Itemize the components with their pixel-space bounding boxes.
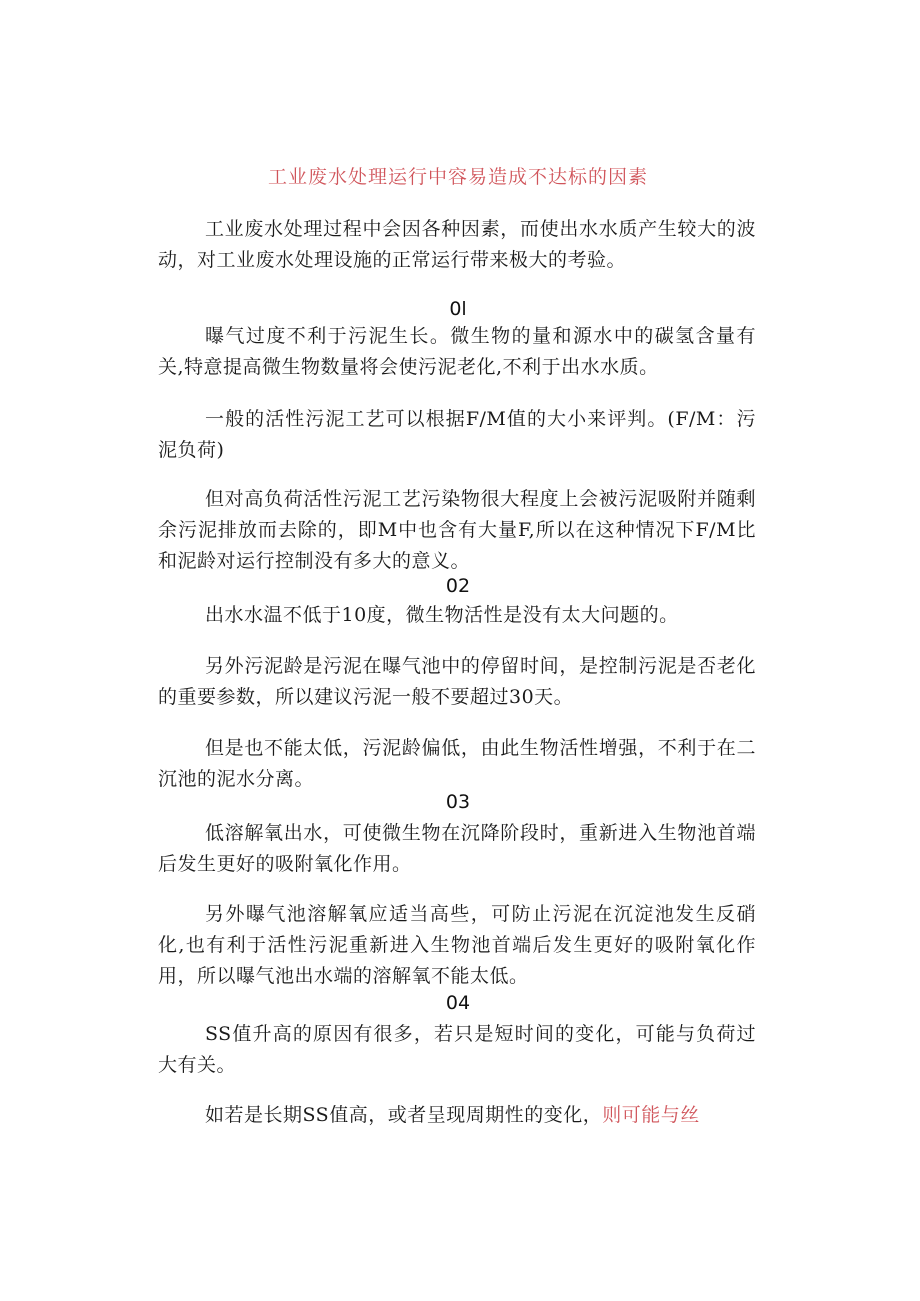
- paragraph: 曝气过度不利于污泥生长。微生物的量和源水中的碳氢含量有关,特意提高微生物数量将会使污泥老化,不利于出水水质。: [158, 325, 756, 378]
- section-number: 03: [445, 791, 471, 813]
- section-number: 0l: [449, 298, 467, 320]
- paragraph: 出水水温不低于10度，微生物活性是没有太大问题的。: [205, 604, 679, 626]
- paragraph: 但对高负荷活性污泥工艺污染物很大程度上会被污泥吸附并随剩余污泥排放而去除的，即M中也含有大量F,所以在这种情况下F/M比和泥龄对运行控制没有多大的意义。: [158, 488, 756, 572]
- document-title: 工业废水处理运行中容易造成不达标的因素: [267, 166, 648, 188]
- paragraph: 另外曝气池溶解氧应适当高些，可防止污泥在沉淀池发生反硝化,也有利于活性污泥重新进入生物池首端后发生更好的吸附氧化作用，所以曝气池出水端的溶解氧不能太低。: [158, 903, 756, 987]
- section-number: 02: [445, 575, 471, 597]
- last-paragraph: [158, 1100, 756, 1131]
- intro-paragraph: 工业废水处理过程中会因各种因素，而使出水水质产生较大的波动，对工业废水处理设施的正常运行带来极大的考验。: [158, 218, 756, 271]
- paragraph: 另外污泥龄是污泥在曝气池中的停留时间，是控制污泥是否老化的重要参数，所以建议污泥一般不要超过30天。: [158, 655, 756, 708]
- paragraph: 低溶解氧出水，可使微生物在沉降阶段时，重新进入生物池首端后发生更好的吸附氧化作用。: [158, 822, 756, 875]
- section-number: 04: [445, 992, 471, 1014]
- highlighted-text: 则可能与丝: [602, 1104, 700, 1126]
- last-paragraph-text: 如若是长期SS值高，或者呈现周期性的变化，: [205, 1104, 603, 1126]
- paragraph: SS值升高的原因有很多，若只是短时间的变化，可能与负荷过大有关。: [158, 1023, 756, 1076]
- paragraph: 一般的活性污泥工艺可以根据F/M值的大小来评判。(F/M：污泥负荷): [158, 408, 756, 461]
- paragraph: 但是也不能太低，污泥龄偏低，由此生物活性增强，不利于在二沉池的泥水分离。: [158, 737, 756, 790]
